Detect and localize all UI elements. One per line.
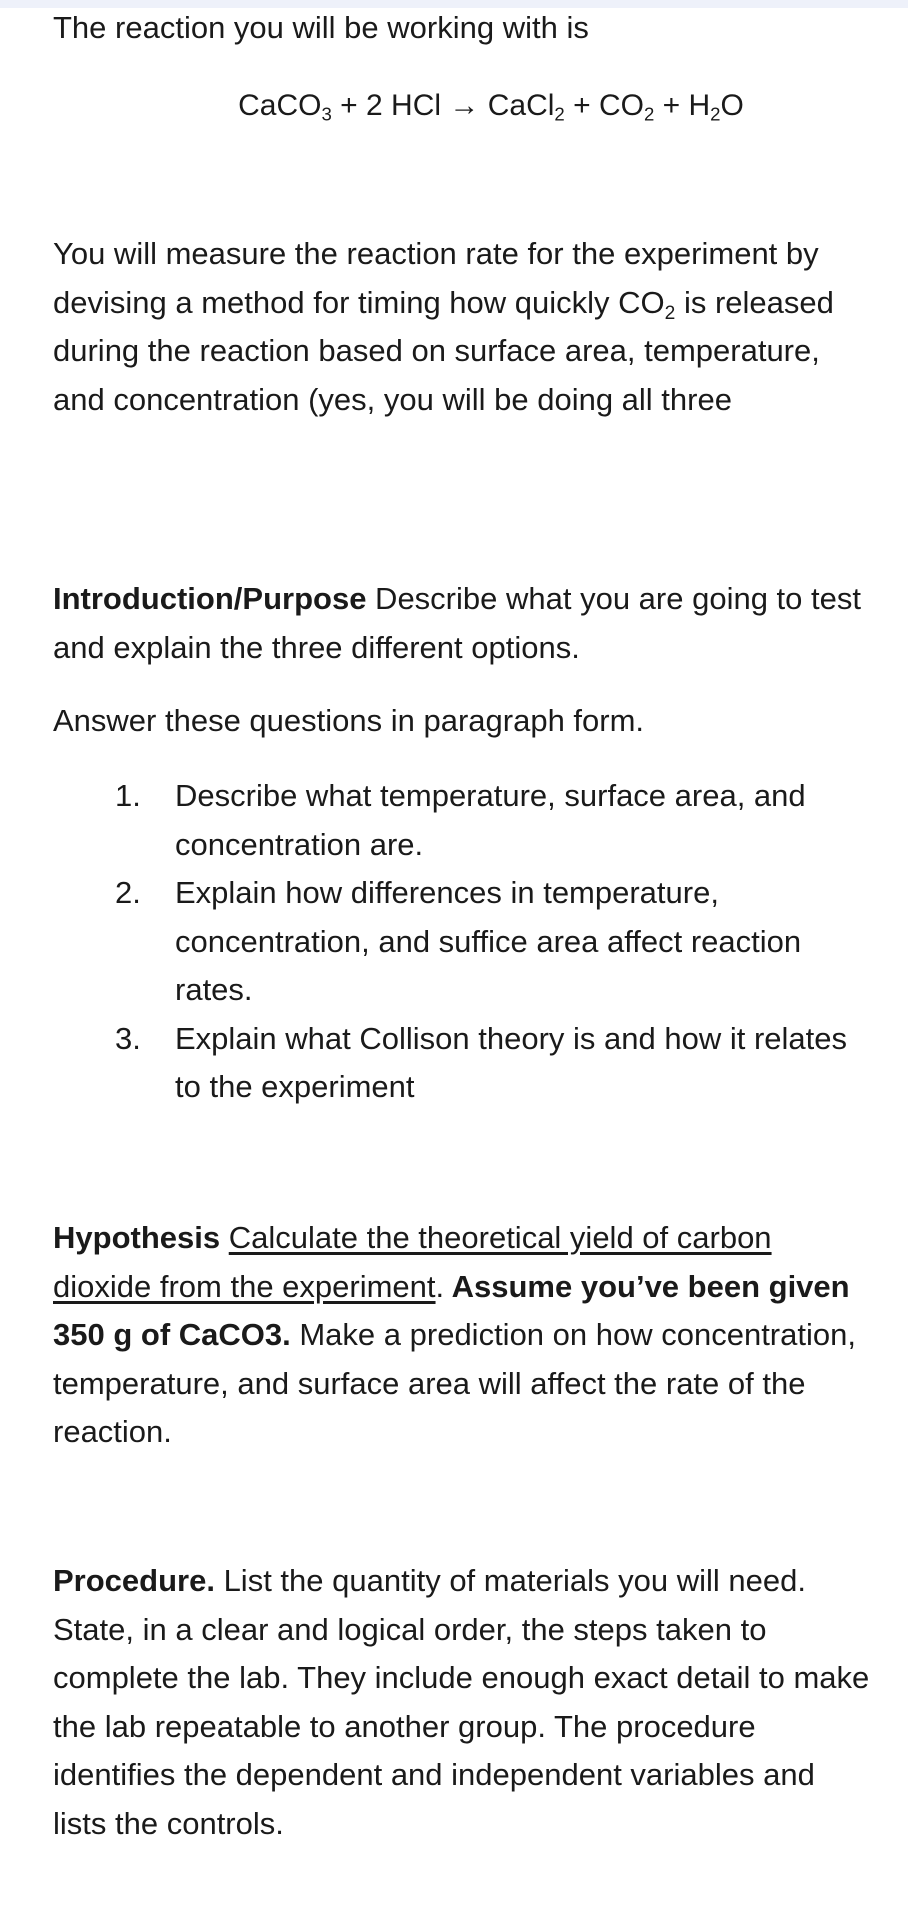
list-text: Explain how differences in temperature, concentration, and suffice area affect reaction rates. — [175, 875, 802, 1007]
hypothesis-section — [53, 1214, 873, 1457]
intro-line: The reaction you will be working with is — [53, 10, 589, 45]
measure-text: You will measure the reaction rate for the experiment by devising a method for timing how quickly CO — [53, 236, 819, 320]
hypothesis-heading: Hypothesis — [53, 1220, 221, 1255]
co2-subscript: 2 — [664, 302, 676, 324]
eq-sub: 2 — [643, 103, 655, 125]
measure-paragraph — [53, 230, 873, 424]
hypothesis-given: Assume you’ve been given 350 g of CaCO3. — [53, 1268, 850, 1352]
procedure-text: List the quantity of materials you will need. State, in a clear and logical order, the steps taken to complete the lab. They include enough exact detail to make the lab repeatable to another group. The procedure identifies the dependent and independent variables and lists the controls. — [53, 1563, 870, 1841]
hypothesis-underlined: Calculate the theoretical yield of carbon dioxide from the experiment — [53, 1220, 772, 1304]
list-item — [53, 869, 873, 1015]
measure-text-cont: is released during the reaction based on surface area, temperature, and concentration (yes, you will be doing all three — [53, 284, 834, 417]
eq-product-2: + CO — [564, 89, 644, 122]
eq-sub: 2 — [554, 103, 565, 125]
list-number: 2. — [115, 875, 141, 910]
introduction-section — [53, 575, 873, 672]
eq-product-1: CaCl — [479, 89, 555, 122]
answer-prompt: Answer these questions in paragraph form. — [53, 703, 645, 738]
hypothesis-period: . — [435, 1268, 445, 1304]
list-text: Explain what Collison theory is and how it relates to the experiment — [175, 1020, 848, 1104]
eq-sub: 2 — [710, 103, 721, 125]
eq-product-3-end: O — [720, 89, 744, 122]
eq-product-3: + H — [654, 89, 711, 122]
question-list — [53, 772, 873, 1112]
eq-sub: 3 — [321, 103, 332, 125]
introduction-text: Describe what you are going to test and explain the three different options. — [53, 581, 861, 665]
list-item — [53, 1015, 873, 1112]
reaction-arrow: → — [449, 89, 480, 122]
procedure-section — [53, 1557, 873, 1848]
procedure-heading: Procedure. — [53, 1563, 215, 1598]
chemical-equation — [53, 82, 873, 131]
introduction-heading: Introduction/Purpose — [53, 581, 367, 616]
list-item — [53, 772, 873, 869]
list-number: 3. — [115, 1020, 141, 1056]
list-number: 1. — [115, 778, 141, 813]
eq-reactant-2: + 2 HCl — [331, 89, 450, 122]
eq-reactant-1: CaCO — [238, 89, 322, 122]
hypothesis-text: Make a prediction on how concentration, temperature, and surface area will affect the rate of the reaction. — [53, 1317, 856, 1449]
list-text: Describe what temperature, surface area, and concentration are. — [175, 778, 806, 862]
